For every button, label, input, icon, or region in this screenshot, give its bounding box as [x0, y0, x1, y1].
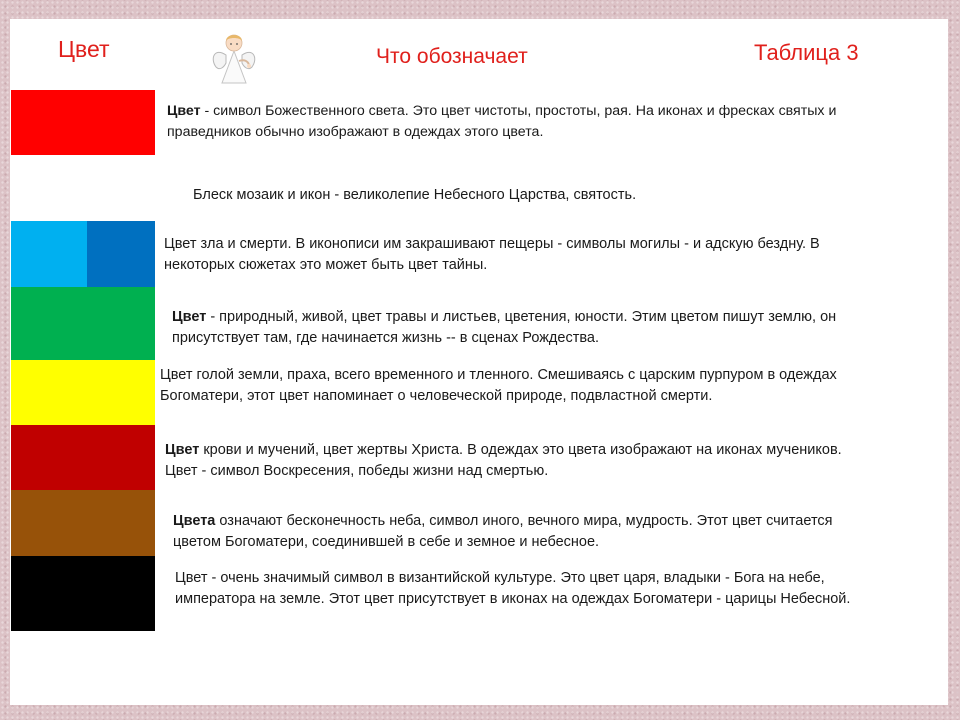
description-text: Цвет зла и смерти. В иконописи им закрашивают пещеры - символы могилы - и адскую бездну. В — [164, 236, 820, 252]
swatch-dark-blue — [87, 221, 155, 287]
description-row — [167, 101, 836, 143]
swatch-green — [11, 287, 155, 360]
swatch-red — [11, 90, 155, 155]
description-text: означают бесконечность неба, символ иного, вечного мира, мудрость. Этот цвет считается — [215, 513, 833, 529]
description-bold-term: Цвет — [167, 103, 201, 119]
swatch-white — [11, 155, 155, 221]
description-text: присутствует там, где начинается жизнь -- в сценах Рождества. — [172, 330, 599, 346]
meaning-column-header: Что обозначает — [376, 45, 528, 68]
description-text: императора на земле. Этот цвет присутствует в иконах на одеждах Богоматери - царицы Небесной. — [175, 591, 851, 607]
description-text: крови и мучений, цвет жертвы Христа. В одеждах это цвета изображают на иконах мучеников. — [199, 442, 842, 458]
description-row — [165, 440, 842, 482]
slide — [10, 19, 948, 705]
description-bold-term: Цвета — [173, 513, 216, 529]
description-bold-term: Цвет — [165, 442, 200, 458]
description-text: Богоматери, этот цвет напоминает о человеческой природе, подвластной смерти. — [160, 388, 713, 404]
swatch-brown — [11, 490, 155, 556]
description-row — [193, 185, 636, 206]
description-text: - природный, живой, цвет травы и листьев, цветения, юности. Этим цветом пишут землю, он — [206, 309, 837, 325]
description-text: Блеск мозаик и икон - великолепие Небесного Царства, святость. — [193, 187, 637, 203]
description-text: некоторых сюжетах это может быть цвет тайны. — [164, 257, 488, 273]
description-text: Цвет голой земли, праха, всего временного и тленного. Смешиваясь с царским пурпуром в одеждах — [160, 367, 837, 383]
swatch-yellow — [11, 360, 155, 425]
description-row — [160, 365, 837, 407]
description-row — [172, 307, 836, 349]
description-text: цветом Богоматери, соединившей в себе и земное и небесное. — [173, 534, 600, 550]
description-text: - символ Божественного света. Это цвет чистоты, простоты, рая. На иконах и фресках святых и — [200, 103, 837, 119]
swatch-crimson — [11, 425, 155, 490]
angel-icon — [208, 25, 260, 87]
description-text: праведников обычно изображают в одеждах этого цвета. — [167, 124, 544, 140]
description-row — [173, 511, 833, 553]
description-row — [175, 568, 850, 610]
swatch-black — [11, 556, 155, 631]
table-number-label: Таблица 3 — [754, 40, 859, 65]
description-text: Цвет - очень значимый символ в византийской культуре. Это цвет царя, владыки - Бога на небе, — [175, 570, 825, 586]
description-row — [164, 234, 820, 276]
description-bold-term: Цвет — [172, 309, 207, 325]
color-column-header: Цвет — [58, 36, 110, 62]
swatch-light-blue — [11, 221, 87, 287]
description-text: Цвет - символ Воскресения, победы жизни над смертью. — [165, 463, 549, 479]
